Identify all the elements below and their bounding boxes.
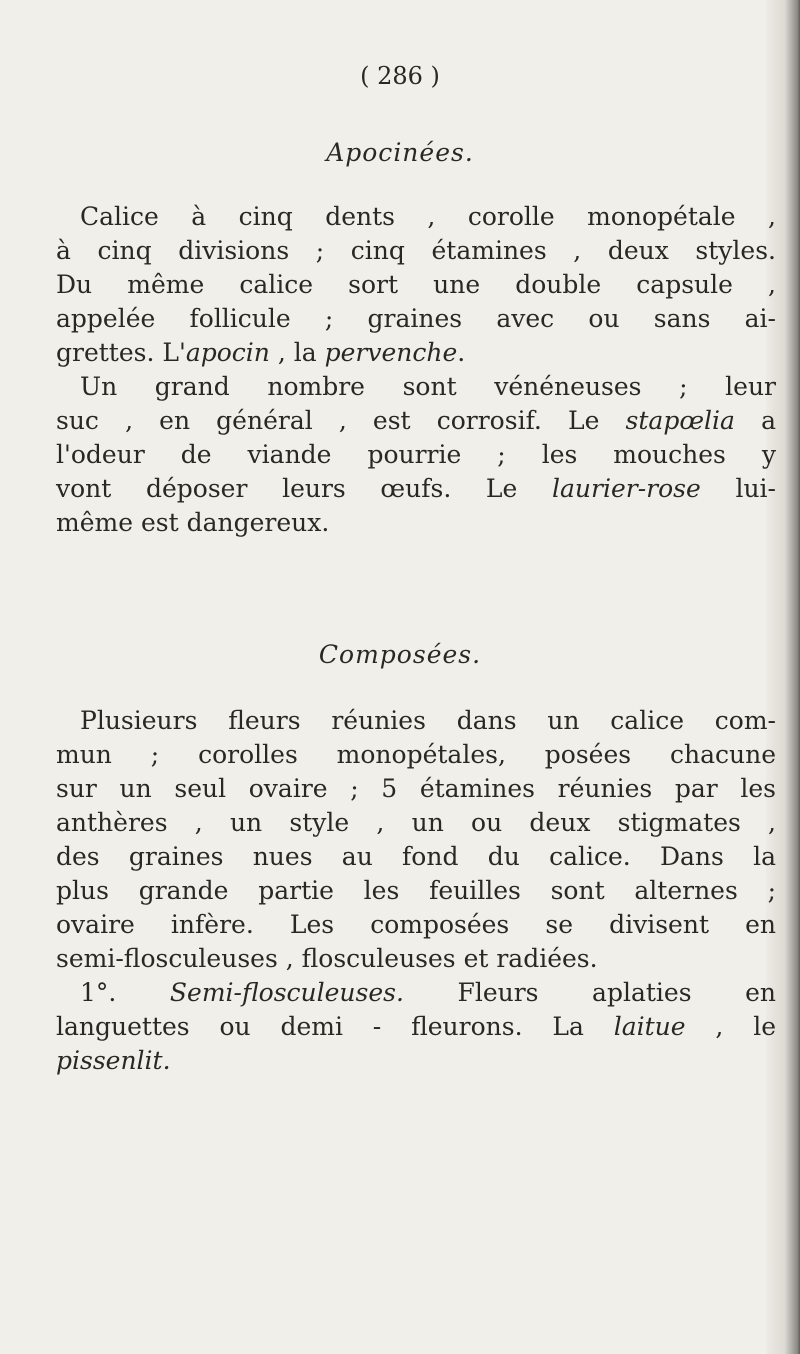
text-line: Plusieurs fleurs réunies dans un calice com-	[80, 706, 776, 735]
text-line: sur un seul ovaire ; 5 étamines réunies par les	[56, 774, 776, 803]
text-line: anthères , un style , un ou deux stigmates ,	[56, 808, 776, 837]
text-line: des graines nues au fond du calice. Dans la	[56, 842, 776, 871]
section-title-composees: Composées.	[318, 640, 482, 669]
text-line: même est dangereux.	[56, 508, 330, 537]
text-line: Un grand nombre sont vénéneuses ; leur	[80, 372, 776, 401]
text-line: plus grande partie les feuilles sont alternes ;	[56, 876, 776, 905]
text-line: appelée follicule ; graines avec ou sans ai-	[56, 304, 776, 333]
text-line: 1°. Semi-flosculeuses. Fleurs aplaties en	[80, 978, 776, 1007]
text-line: à cinq divisions ; cinq étamines , deux styles.	[56, 236, 776, 265]
text-line: vont déposer leurs œufs. Le laurier-rose lui-	[56, 474, 776, 503]
text-line: mun ; corolles monopétales, posées chacune	[56, 740, 776, 769]
text-line: l'odeur de viande pourrie ; les mouches y	[56, 440, 776, 469]
text-line: suc , en général , est corrosif. Le stapœlia a	[56, 406, 776, 435]
text-line: pissenlit.	[56, 1046, 171, 1075]
text-line: Calice à cinq dents , corolle monopétale ,	[80, 202, 776, 231]
text-line: grettes. L'apocin , la pervenche.	[56, 338, 466, 367]
text-line: languettes ou demi - fleurons. La laitue , le	[56, 1012, 776, 1041]
text-line: semi-flosculeuses , flosculeuses et radiées.	[56, 944, 598, 973]
text-line: ovaire infère. Les composées se divisent en	[56, 910, 776, 939]
text-line: Du même calice sort une double capsule ,	[56, 270, 776, 299]
section-title-apocinees: Apocinées.	[326, 138, 474, 167]
page-number: ( 286 )	[360, 62, 440, 90]
